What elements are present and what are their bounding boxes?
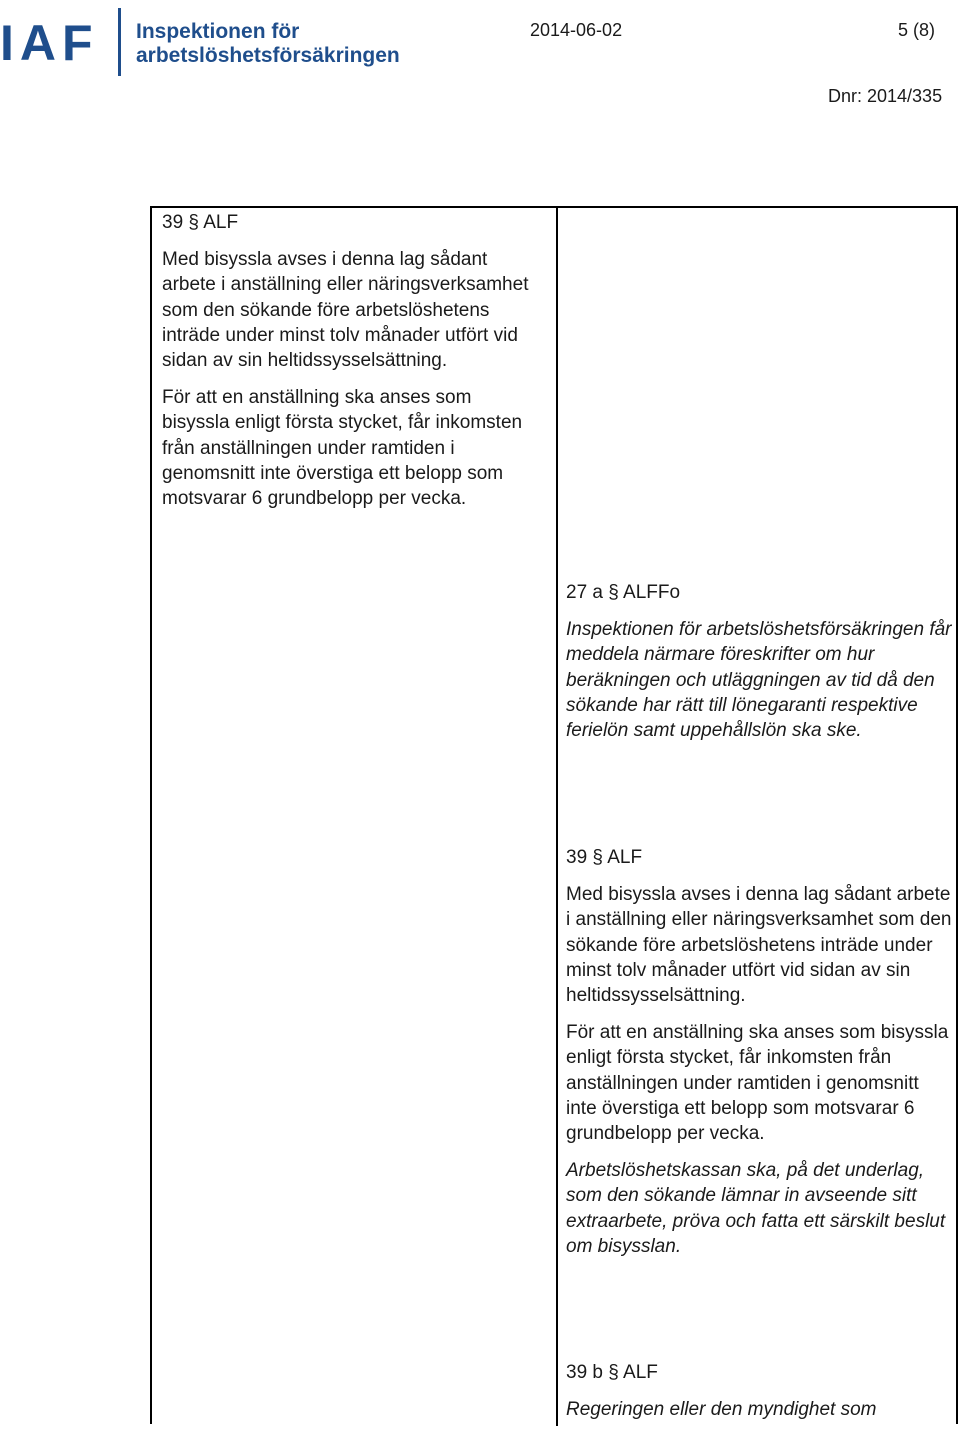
left-column (162, 210, 542, 523)
page-number: 5 (8) (898, 20, 936, 40)
comparison-table (150, 206, 958, 1424)
logo-abbreviation: IAF (0, 15, 99, 71)
logo-line-2: arbetslöshetsförsäkringen (136, 44, 400, 67)
iaf-logo (0, 4, 420, 76)
document-number: Dnr: 2014/335 (828, 86, 943, 106)
right-block-27a (566, 580, 952, 755)
left-paragraph-1: Med bisyssla avses i denna lag sådant arbete i anställning eller näringsverksamhet som den sökande före arbetslöshetens inträde under minst tolv månader utfört vid sidan av sin heltidssysselsättning. (162, 249, 529, 372)
document-date: 2014-06-02 (530, 20, 623, 40)
logo-line-1: Inspektionen för (136, 20, 300, 43)
logo-divider (118, 8, 121, 76)
right-block1-heading: 27 a § ALFFo (566, 582, 681, 603)
right-block2-paragraph-1: Med bisyssla avses i denna lag sådant arbete i anställning eller näringsverksamhet som den sökande före arbetslöshetens inträde under minst tolv månader utfört vid sidan av sin heltidssysselsättning. (566, 884, 952, 1007)
right-block2-paragraph-3: Arbetslöshetskassan ska, på det underlag, som den sökande lämnar in avseende sitt extraarbete, pröva och fatta ett särskilt beslut om bisysslan. (566, 1160, 946, 1257)
right-block2-heading: 39 § ALF (566, 847, 643, 868)
right-block1-paragraph: Inspektionen för arbetslöshetsförsäkringen får meddela närmare föreskrifter om hur beräkningen och utläggningen av tid då den sökande har rätt till lönegaranti respektive ferielön samt uppehållslön ska ske. (566, 619, 952, 742)
left-section-heading: 39 § ALF (162, 212, 239, 233)
right-block3-heading: 39 b § ALF (566, 1362, 658, 1383)
left-paragraph-2: För att en anställning ska anses som bisyssla enligt första stycket, får inkomsten från anställningen under ramtiden i genomsnitt inte överstiga ett belopp som motsvarar 6 grundbelopp per vecka. (162, 387, 523, 510)
right-block-39 (566, 845, 952, 1271)
column-divider (556, 208, 558, 1426)
logo-wordmark (136, 20, 400, 68)
right-block2-paragraph-2: För att en anställning ska anses som bisyssla enligt första stycket, får inkomsten från anställningen under ramtiden i genomsnitt inte överstiga ett belopp som motsvarar 6 grundbelopp per vecka. (566, 1022, 949, 1145)
right-block3-paragraph: Regeringen eller den myndighet som (566, 1399, 877, 1421)
right-block-39b (566, 1360, 952, 1434)
